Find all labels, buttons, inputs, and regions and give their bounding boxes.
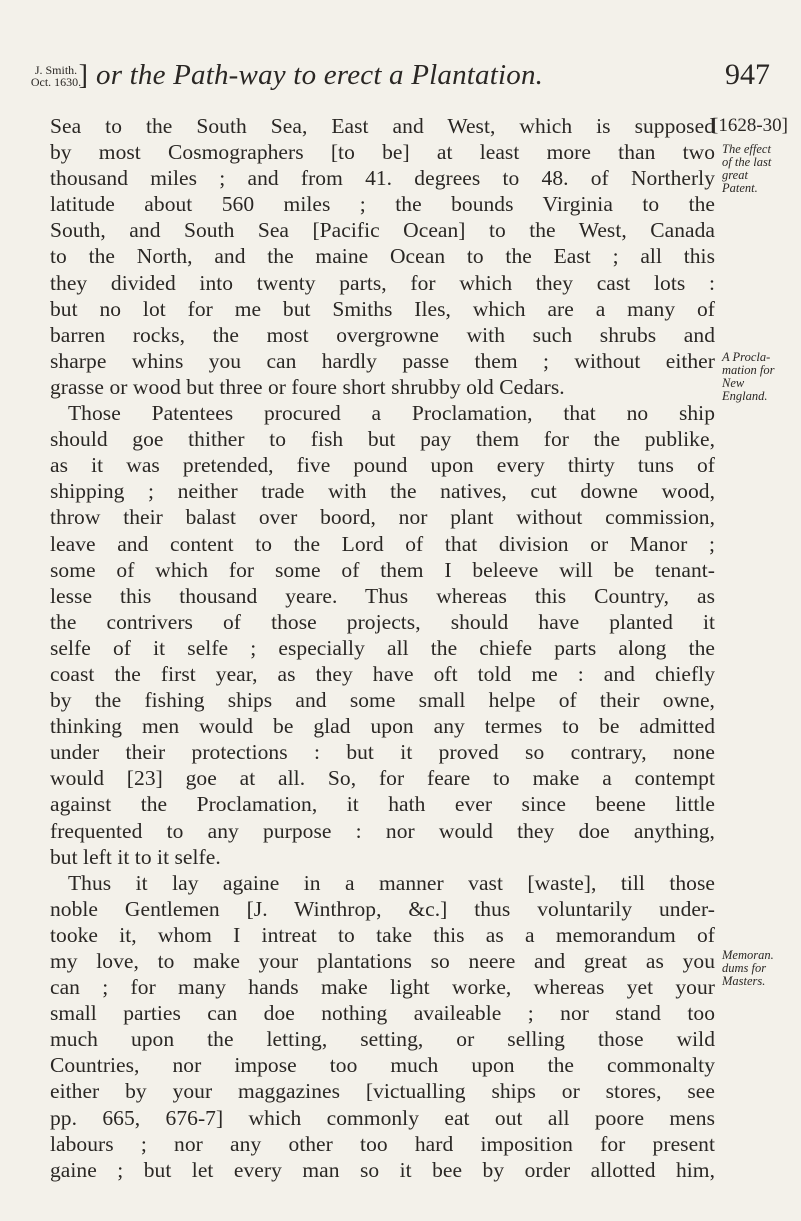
text-line: should goe thither to fish but pay them for the publike, [50, 427, 715, 452]
running-head [30, 58, 770, 98]
text-line: thinking men would be glad upon any termes to be admitted [50, 714, 715, 739]
text-line: can ; for many hands make light worke, whereas yet your [50, 975, 715, 1000]
margin-note-line: mation for [722, 363, 775, 377]
text-line: by most Cosmographers [to be] at least more than two [50, 140, 715, 165]
text-line: as it was pretended, five pound upon every thirty tuns of [50, 453, 715, 478]
text-line: under their protections : but it proved so contrary, none [50, 740, 715, 765]
text-line: tooke it, whom I intreat to take this as a memorandum of [50, 922, 715, 947]
body-text [50, 113, 715, 1183]
text-line: selfe of it selfe ; especially all the chiefe parts along the [50, 635, 715, 660]
text-line: thousand miles ; and from 41. degrees to 48. of Northerly [50, 166, 715, 191]
text-line: Thus it lay againe in a manner vast [waste], till those [68, 870, 715, 895]
text-line: but left it to it selfe. [50, 844, 221, 869]
text-line: gaine ; but let every man so it bee by order allotted him, [50, 1157, 715, 1182]
date-note: Oct. 1630. [30, 75, 82, 89]
author-note: J. Smith. [34, 63, 78, 77]
text-line: Those Patentees procured a Proclamation, that no ship [68, 401, 715, 426]
margin-note-line: England. [722, 389, 768, 403]
text-line: labours ; nor any other too hard imposition for present [50, 1131, 715, 1156]
margin-note-line: great [722, 168, 748, 182]
text-line: by the fishing ships and some small helpe of their owne, [50, 688, 715, 713]
margin-note-line: dums for [722, 961, 767, 975]
page-number: 947 [725, 58, 770, 91]
margin-note-line: Patent. [722, 181, 758, 195]
text-line: coast the first year, as they have oft told me : and chiefly [50, 661, 715, 686]
text-line: pp. 665, 676-7] which commonly eat out all poore mens [50, 1105, 715, 1130]
text-line: small parties can doe nothing availeable ; nor stand too [50, 1001, 715, 1026]
margin-note-line: Memoran. [722, 948, 774, 962]
margin-note-memorandums [722, 949, 798, 988]
text-line: shipping ; neither trade with the natives, cut downe wood, [50, 479, 715, 504]
text-line: they divided into twenty parts, for which they cast lots : [50, 270, 715, 295]
text-line: some of which for some of them I beleeve will be tenant- [50, 557, 715, 582]
text-line: my love, to make your plantations so neere and great as you [50, 949, 715, 973]
text-line: against the Proclamation, it hath ever since beene little [50, 792, 715, 817]
text-line: would [23] goe at all. So, for feare to make a contempt [50, 766, 715, 791]
margin-note-line: of the last [722, 155, 772, 169]
text-line: frequented to any purpose : nor would they doe anything, [50, 818, 715, 843]
text-line: Countries, nor impose too much upon the commonalty [50, 1053, 715, 1078]
text-line: but no lot for me but Smiths Iles, which are a many of [50, 296, 715, 321]
text-line: Sea to the South Sea, East and West, which is supposed [50, 114, 715, 138]
text-line: noble Gentlemen [J. Winthrop, &c.] thus voluntarily under- [50, 896, 715, 921]
text-line: South, and South Sea [Pacific Ocean] to the West, Canada [50, 218, 715, 243]
margin-note-proclamation [722, 351, 798, 403]
running-title: or the Path-way to erect a Plantation. [96, 59, 544, 91]
text-line: lesse this thousand yeare. Thus whereas this Country, as [50, 583, 715, 608]
text-line: latitude about 560 miles ; the bounds Virginia to the [50, 192, 715, 217]
margin-date: [1628-30] [712, 115, 788, 136]
text-line: much upon the letting, setting, or selling those wild [50, 1027, 715, 1052]
text-line: throw their balast over boord, nor plant without commission, [50, 505, 715, 530]
margin-note-line: The effect [722, 142, 771, 156]
margin-note-line: Masters. [722, 974, 766, 988]
margin-note-effect [722, 143, 798, 195]
text-line: grasse or wood but three or foure short shrubby old Cedars. [50, 374, 565, 399]
text-line: sharpe whins you can hardly passe them ; without either [50, 348, 715, 373]
text-line: either by your maggazines [victualling ships or stores, see [50, 1079, 715, 1104]
text-line: to the North, and the maine Ocean to the East ; all this [50, 244, 715, 269]
text-line: leave and content to the Lord of that division or Manor ; [50, 531, 715, 556]
margin-note-line: New [722, 376, 745, 390]
text-line: the contrivers of those projects, should have planted it [50, 609, 715, 634]
bracket-mark: ] [78, 60, 88, 91]
margin-note-line: A Procla- [722, 350, 771, 364]
text-line: barren rocks, the most overgrowne with such shrubs and [50, 322, 715, 347]
author-date-note [30, 60, 88, 91]
